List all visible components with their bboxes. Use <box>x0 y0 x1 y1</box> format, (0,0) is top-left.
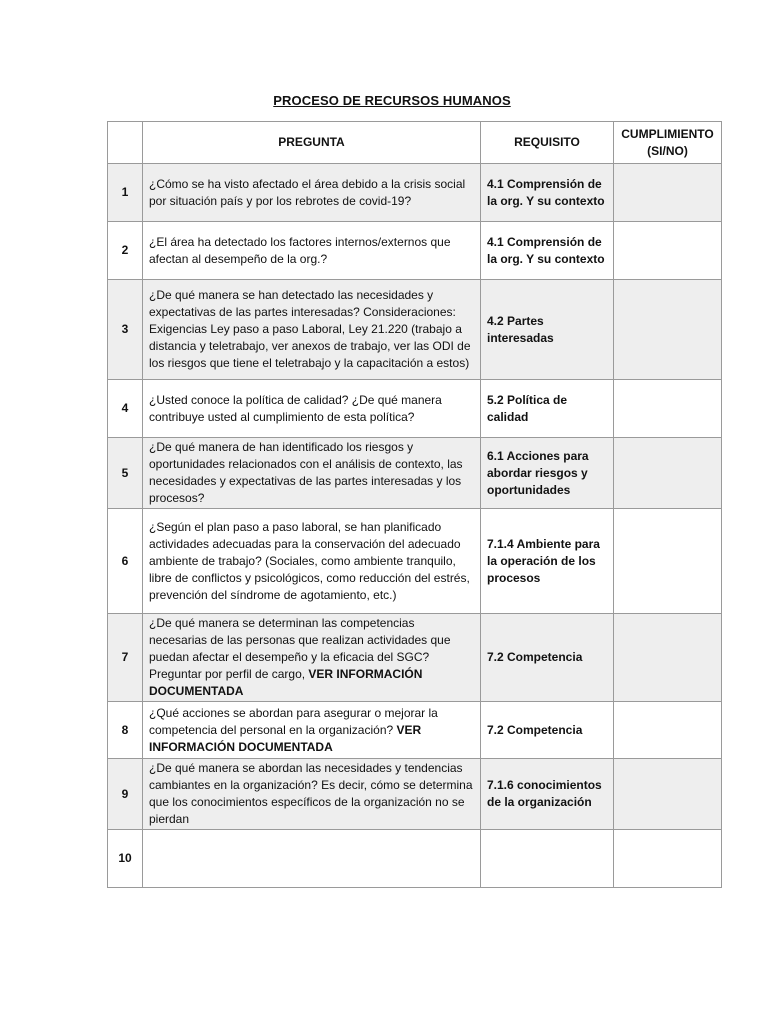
row-number: 4 <box>108 380 143 438</box>
table-row <box>108 222 722 280</box>
question-text: ¿Qué acciones se abordan para asegurar o mejorar la competencia del personal en la organización? <box>149 705 438 737</box>
row-question <box>143 614 481 702</box>
row-question <box>143 509 481 614</box>
table-row <box>108 380 722 438</box>
row-requirement: 7.1.4 Ambiente para la operación de los procesos <box>481 509 614 614</box>
row-number: 8 <box>108 702 143 759</box>
row-requirement <box>481 830 614 888</box>
row-compliance-cell[interactable] <box>614 280 722 380</box>
row-compliance-cell[interactable] <box>614 438 722 509</box>
row-question <box>143 759 481 830</box>
row-question <box>143 830 481 888</box>
row-compliance-cell[interactable] <box>614 614 722 702</box>
question-text: ¿Según el plan paso a paso laboral, se han planificado actividades adecuadas para la conservación del adecuado ambiente de trabajo? (Sociales, como ambiente tranquilo, libre de conflictos y psicológicos, como reducción del estrés, prevención del síndrome de agotamiento, etc.) <box>149 519 470 602</box>
table-row <box>108 280 722 380</box>
question-text: ¿De qué manera se han detectado las necesidades y expectativas de las partes interesadas? Consideraciones: Exigencias Ley paso a paso Laboral, Ley 21.220 (trabajo a distancia y teletrabajo, ver anexos de trabajo, ver las ODI de los riesgos que tiene el teletrabajo y la capacitación a estos) <box>149 288 471 370</box>
row-question <box>143 280 481 380</box>
document-title: PROCESO DE RECURSOS HUMANOS <box>273 93 511 108</box>
questionnaire-table <box>107 121 722 888</box>
row-compliance-cell[interactable] <box>614 222 722 280</box>
row-question <box>143 702 481 759</box>
row-number: 6 <box>108 509 143 614</box>
row-requirement: 4.1 Comprensión de la org. Y su contexto <box>481 164 614 222</box>
header-requirement: REQUISITO <box>481 122 614 164</box>
row-question <box>143 438 481 509</box>
row-number: 7 <box>108 614 143 702</box>
table-row <box>108 614 722 702</box>
row-requirement: 4.2 Partes interesadas <box>481 280 614 380</box>
question-text: ¿De qué manera de han identificado los riesgos y oportunidades relacionados con el análisis de contexto, las necesidades y expectativas de las partes interesadas y los procesos? <box>149 440 463 505</box>
table-row <box>108 438 722 509</box>
table-header-row <box>108 122 722 164</box>
row-requirement: 6.1 Acciones para abordar riesgos y oportunidades <box>481 438 614 509</box>
row-question <box>143 380 481 438</box>
table-row <box>108 702 722 759</box>
question-emphasis: VER INFORMACIÓN DOCUMENTADA <box>149 722 422 754</box>
question-text: ¿De qué manera se determinan las competencias necesarias de las personas que realizan actividades que puedan afectar el desempeño y la eficacia del SGC? Preguntar por perfil de cargo, <box>149 616 451 681</box>
row-number: 2 <box>108 222 143 280</box>
row-question <box>143 222 481 280</box>
row-question <box>143 164 481 222</box>
table-row <box>108 830 722 888</box>
question-text: ¿El área ha detectado los factores internos/externos que afectan al desempeño de la org.? <box>149 234 451 266</box>
row-requirement: 7.2 Competencia <box>481 702 614 759</box>
row-compliance-cell[interactable] <box>614 380 722 438</box>
header-question: PREGUNTA <box>143 122 481 164</box>
row-requirement: 7.2 Competencia <box>481 614 614 702</box>
row-number: 1 <box>108 164 143 222</box>
row-requirement: 4.1 Comprensión de la org. Y su contexto <box>481 222 614 280</box>
row-number: 9 <box>108 759 143 830</box>
question-text: ¿Cómo se ha visto afectado el área debido a la crisis social por situación país y por los rebrotes de covid-19? <box>149 176 466 208</box>
row-number: 10 <box>108 830 143 888</box>
table-row <box>108 164 722 222</box>
row-compliance-cell[interactable] <box>614 164 722 222</box>
header-number <box>108 122 143 164</box>
row-number: 5 <box>108 438 143 509</box>
question-emphasis: VER INFORMACIÓN DOCUMENTADA <box>149 667 423 698</box>
row-compliance-cell[interactable] <box>614 759 722 830</box>
row-compliance-cell[interactable] <box>614 509 722 614</box>
question-text: ¿De qué manera se abordan las necesidades y tendencias cambiantes en la organización? Es decir, cómo se determina que los conocimientos específicos de la organización no se pierdan <box>149 761 473 826</box>
table-row <box>108 759 722 830</box>
row-requirement: 7.1.6 conocimientos de la organización <box>481 759 614 830</box>
question-text: ¿Usted conoce la política de calidad? ¿De qué manera contribuye usted al cumplimiento de esta política? <box>149 392 442 424</box>
row-number: 3 <box>108 280 143 380</box>
table-row <box>108 509 722 614</box>
row-compliance-cell[interactable] <box>614 830 722 888</box>
row-requirement: 5.2 Política de calidad <box>481 380 614 438</box>
header-compliance: CUMPLIMIENTO (SI/NO) <box>614 122 722 164</box>
row-compliance-cell[interactable] <box>614 702 722 759</box>
